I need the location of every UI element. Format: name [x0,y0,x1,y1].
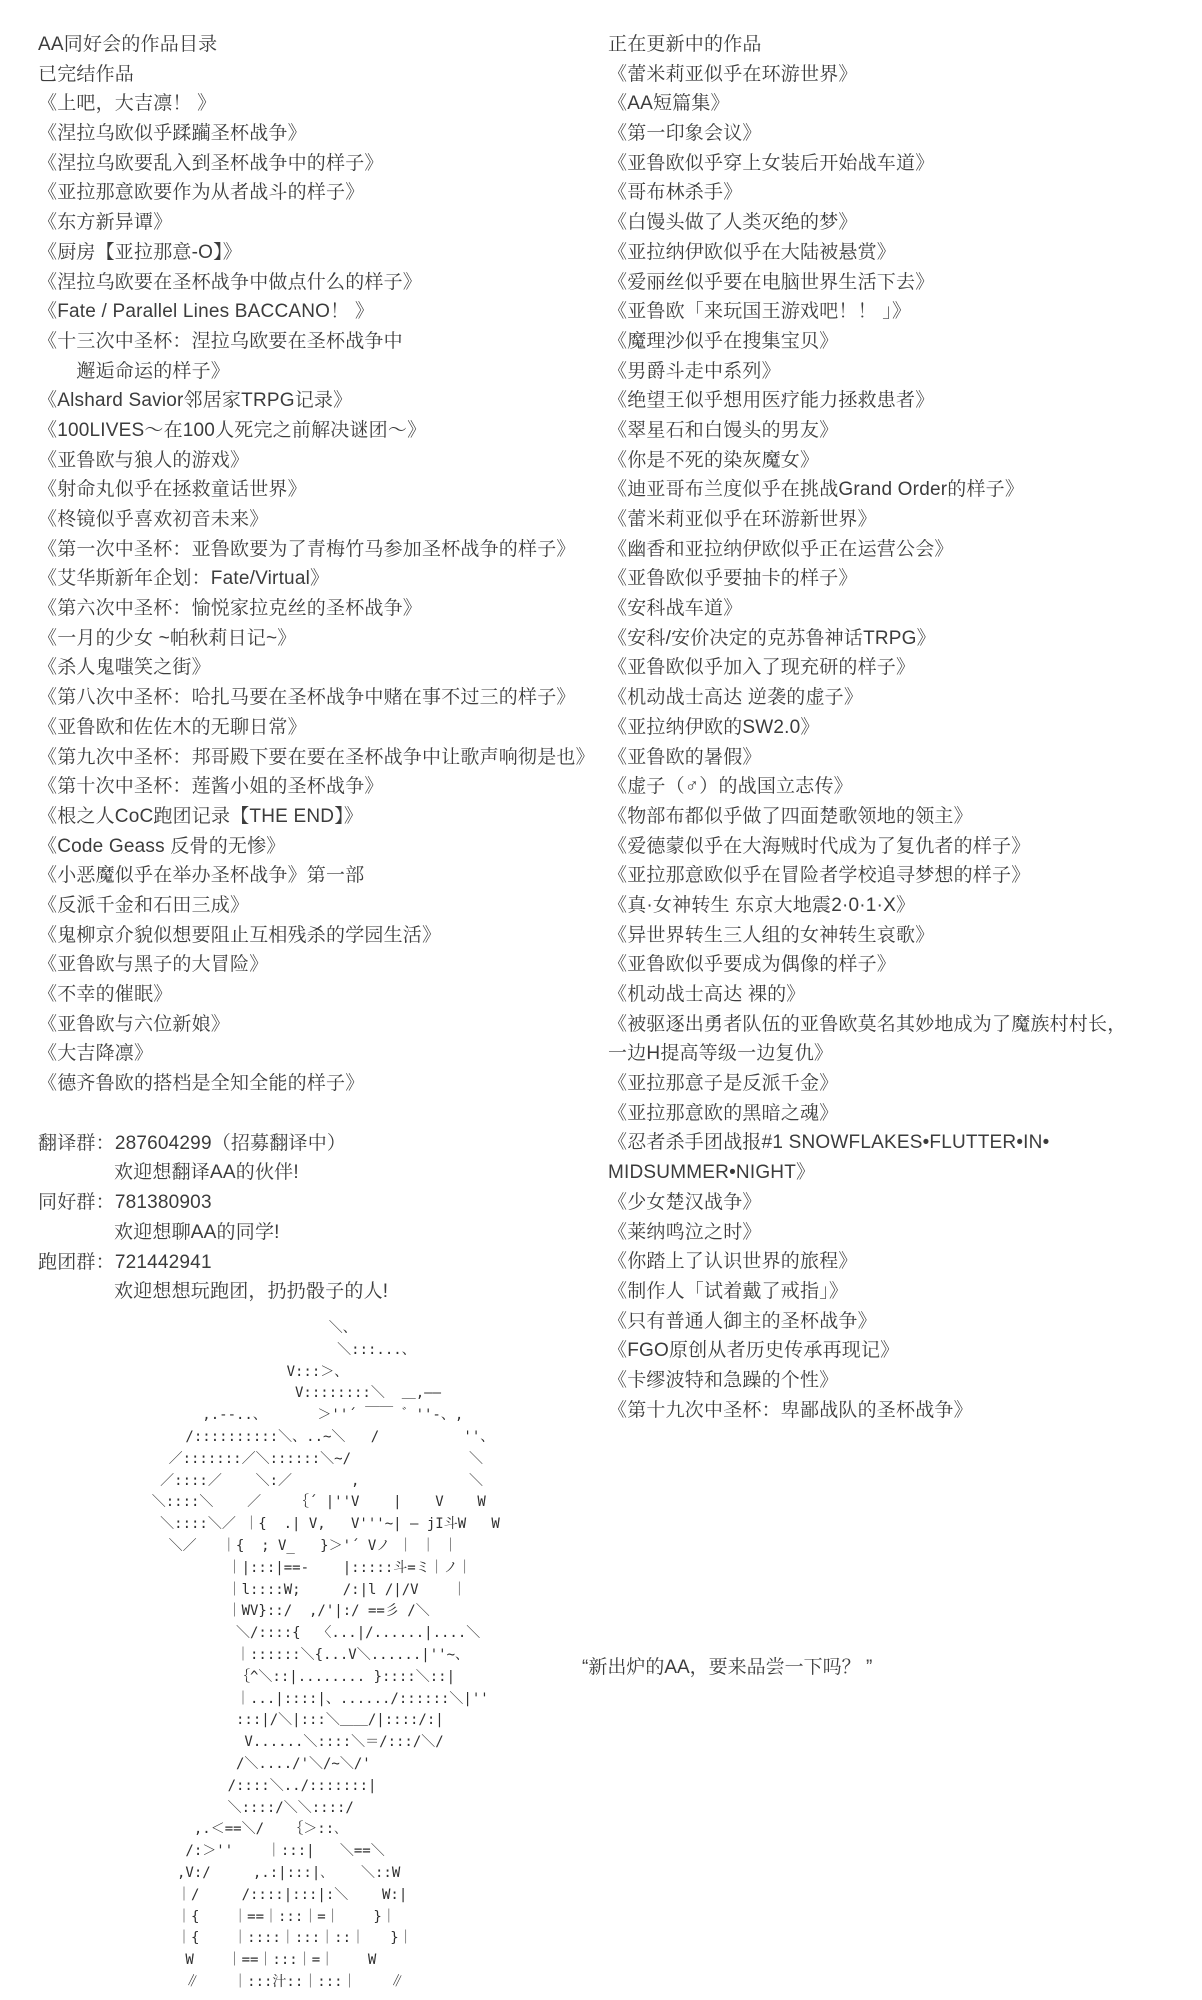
list-item: 《不幸的催眠》 [38,984,173,1005]
list-item: 《哥布林杀手》 [608,182,743,204]
list-item: 《杀人鬼嗤笑之街》 [38,657,211,679]
list-item: 《亚拉那意欧的黑暗之魂》 [608,1102,839,1124]
list-item: 《爱丽丝似乎要在电脑世界生活下去》 [608,271,935,293]
list-item: 《亚拉纳伊欧的SW2.0》 [608,716,820,738]
fanclub-group-note: 欢迎想聊AA的同学! [114,1221,280,1243]
list-item: 《安科/安价决定的克苏鲁神话TRPG》 [608,627,936,649]
list-item: ∥ ｜:::汁::｜:::｜ ∥ [118,1973,405,1990]
list-item: 《100LIVES～在100人死完之前解决谜团～》 [38,419,427,441]
list-item: W ｜==｜:::｜=｜ W [118,1952,377,1969]
translation-group-number: 287604299（招募翻译中） [114,1132,347,1154]
list-item: 《第十九次中圣杯：卑鄙战队的圣杯战争》 [608,1399,973,1421]
list-item: 《异世界转生三人组的女神转生哀歌》 [608,924,935,946]
completed-section-label: 已完结作品 [38,63,135,85]
list-item: 《第六次中圣杯：愉悦家拉克丝的圣杯战争》 [38,598,423,620]
list-item: 一边H提高等级一边复仇》 [608,1043,834,1065]
list-item: /::::＼../:::::::| [118,1777,377,1794]
list-item: 《忍者杀手团战报#1 SNOWFLAKES•FLUTTER•IN• [608,1132,1050,1154]
list-item: /＼..../'＼/~＼/' [118,1755,371,1772]
list-item: 《亚鲁欧似乎要成为偶像的样子》 [608,954,897,976]
list-item: 《卡缪波特和急躁的个性》 [608,1369,839,1391]
list-item: 《男爵斗走中系列》 [608,360,781,382]
list-item: 《Alshard Savior邻居家TRPG记录》 [38,390,353,412]
list-item: ｜{ ｜==｜:::｜=｜ }｜ [118,1908,396,1925]
list-item: 《第一印象会议》 [608,123,762,145]
translation-group-row [38,1129,595,1159]
list-item: 《小恶魔似乎在举办圣杯战争》第一部 [38,865,365,887]
list-item: 《你踏上了认识世界的旅程》 [608,1251,858,1273]
list-item: ＼:::...、 [118,1341,416,1358]
list-item: 《Code Geass 反骨的无惨》 [38,835,286,857]
list-item: /::::::::::＼、..~＼ / ''、 [118,1428,495,1445]
list-item: 《迪亚哥布兰度似乎在挑战Grand Order的样子》 [608,479,1025,501]
list-item: 《亚鲁欧与狼人的游戏》 [38,449,250,471]
trpg-group-row [38,1248,595,1278]
list-item: ｜/ /::::|:::|:＼ W:| [118,1886,408,1903]
list-item: /:＞'' ｜:::| ＼==＼ [118,1843,385,1860]
list-item: 《AA短篇集》 [608,93,730,115]
list-item: 《亚鲁欧「来玩国王游戏吧！！ 」》 [608,301,912,323]
list-item: ＼／ ｜{ ; V_ }＞'´ Vノ ｜ ｜ ｜ [118,1537,458,1554]
list-item: 《第一次中圣杯：亚鲁欧要为了青梅竹马参加圣杯战争的样子》 [38,538,576,560]
fanclub-group-number: 781380903 [114,1192,212,1214]
list-item: 《亚鲁欧似乎加入了现充研的样子》 [608,657,916,679]
list-item: 《物部布都似乎做了四面楚歌领地的领主》 [608,805,973,827]
list-item: ｜|:::|==- |:::::斗=ミ｜ノ｜ [118,1559,472,1576]
list-item: ｜...|::::|、....../::::::＼|'' [118,1690,489,1707]
updating-works-list [608,60,1126,1426]
list-item: 《幽香和亚拉纳伊欧似乎正在运营公会》 [608,538,954,560]
list-item: ＼/::::{ 〈...|/......|....＼ [118,1625,481,1642]
list-item: 《亚拉纳伊欧似乎在大陆被悬赏》 [608,241,897,263]
list-item: 《白馒头做了人类灭绝的梦》 [608,212,858,234]
updating-section-label: 正在更新中的作品 [608,34,762,55]
list-item: 《大吉降凛》 [38,1043,154,1065]
quote-text: “新出炉的AA，要来品尝一下吗？ ” [582,1657,873,1678]
list-item: 《你是不死的染灰魔女》 [608,449,820,471]
list-item: 《反派千金和石田三成》 [38,894,250,916]
trpg-group-label: 跑团群： [38,1251,115,1273]
list-item: ＼::::＼ ／ ｛´ |''V | V W [118,1494,486,1511]
list-item: V:::＞、 [118,1363,349,1380]
list-item: ,V:/ ,.:|:::|､ ＼::W [118,1864,401,1881]
list-item: 《第九次中圣杯：邦哥殿下要在要在圣杯战争中让歌声响彻是也》 [38,746,595,768]
list-item: 《第十次中圣杯：莲酱小姐的圣杯战争》 [38,776,384,798]
list-item: 《被驱逐出勇者队伍的亚鲁欧莫名其妙地成为了魔族村村长， [608,1013,1127,1035]
list-item: 《亚鲁欧和佐佐木的无聊日常》 [38,716,307,738]
list-item: 《绝望王似乎想用医疗能力拯救患者》 [608,390,935,412]
list-item: 《十三次中圣杯：涅拉乌欧要在圣杯战争中 [38,330,403,352]
list-item: 《涅拉乌欧要在圣杯战争中做点什么的样子》 [38,271,423,293]
column-spacer [38,1099,595,1129]
trpg-group-note: 欢迎想想玩跑团，扔扔骰子的人! [114,1281,389,1303]
list-item: 《第八次中圣杯：哈扎马要在圣杯战争中赌在事不过三的样子》 [38,687,576,709]
list-item: ＼::::/＼＼::::/ [118,1799,354,1816]
list-item: 《机动战士高达 裸的》 [608,984,806,1005]
list-item: 《上吧，大吉凛！ 》 [38,93,217,115]
list-item: V......＼::::＼＝/:::/＼/ [118,1734,444,1751]
list-item: 《蕾米莉亚似乎在环游新世界》 [608,509,877,530]
list-item: 《亚拉那意欧似乎在冒险者学校追寻梦想的样子》 [608,865,1031,887]
list-item: ｜{ ｜::::｜:::｜::｜ }｜ [118,1930,413,1947]
list-item: ｛^＼::|........ }::::＼::| [118,1668,456,1685]
list-item: ／::::／ ＼:／ , ＼ [118,1472,484,1489]
list-item: 《柊镜似乎喜欢初音未来》 [38,509,269,530]
list-item: 《德齐鲁欧的搭档是全知全能的样子》 [38,1073,365,1095]
list-item: ／:::::::／＼::::::＼~/ ＼ [118,1450,484,1467]
completed-works-column [38,30,595,1307]
list-item: 《机动战士高达 逆袭的虚子》 [608,687,864,709]
list-item: 《一月的少女 ~帕秋莉日记~》 [38,627,297,649]
list-item: ｜::::::＼{...V＼......|''~、 [118,1646,470,1663]
list-item: 《Fate / Parallel Lines BACCANO！ 》 [38,301,375,323]
group-contacts [38,1129,595,1307]
translation-group-note: 欢迎想翻译AA的伙伴! [114,1162,299,1184]
list-item: 《艾华斯新年企划：Fate/Virtual》 [38,568,330,590]
list-item: ,.--..、 ＞''´ ￣￣ ゛''-、, [118,1407,464,1424]
list-item: ｜l::::W; /:|l /|/V ｜ [118,1581,467,1598]
list-item: ＼、 [118,1320,357,1336]
list-item: 《莱纳鸣泣之时》 [608,1221,762,1243]
list-item: 《亚鲁欧似乎穿上女装后开始战车道》 [608,152,935,174]
list-item: 《魔理沙似乎在搜集宝贝》 [608,330,839,352]
list-item: ＼::::＼／ ｜{ .| V, V'''~| — jI斗W W [118,1516,500,1533]
list-item: 《少女楚汉战争》 [608,1191,762,1213]
ascii-art-figure [118,1318,500,1994]
list-item: 《亚鲁欧与黑子的大冒险》 [38,954,269,976]
updating-works-column [608,30,1126,1425]
list-item: 《真·女神转生 东京大地震2·0·1·X》 [608,894,916,916]
fanclub-group-row [38,1188,595,1218]
list-item: 《厨房【亚拉那意-O】》 [38,241,243,263]
list-item: 《制作人「试着戴了戒指」》 [608,1280,849,1302]
translation-group-label: 翻译群： [38,1132,115,1154]
list-item: 《亚鲁欧似乎要抽卡的样子》 [608,568,858,590]
list-item: 《亚拉那意子是反派千金》 [608,1073,839,1095]
list-item: 《涅拉乌欧要乱入到圣杯战争中的样子》 [38,152,384,174]
list-item: 《亚拉那意欧要作为从者战斗的样子》 [38,182,365,204]
completed-works-list [38,89,595,1098]
list-item: 《射命丸似乎在拯救童话世界》 [38,479,307,501]
list-item: 邂逅命运的样子》 [38,360,231,382]
list-item: 《只有普通人御主的圣杯战争》 [608,1310,877,1332]
list-item: 《涅拉乌欧似乎蹂躏圣杯战争》 [38,123,307,145]
list-item: 《翠星石和白馒头的男友》 [608,419,839,441]
list-item: 《安科战车道》 [608,598,743,620]
list-item: 《亚鲁欧与六位新娘》 [38,1013,231,1035]
list-item: 《爱德蒙似乎在大海贼时代成为了复仇者的样子》 [608,835,1031,857]
trpg-group-number: 721442941 [114,1251,212,1273]
list-item: ,.＜==＼/ ｛＞::､ [118,1821,342,1838]
list-item: MIDSUMMER•NIGHT》 [608,1162,816,1184]
list-item: 《根之人CoC跑团记录【THE END】》 [38,805,364,827]
catalog-title: AA同好会的作品目录 [38,34,218,55]
list-item: ｜WV}::/ ,/'|:/ ==彡 /＼ [118,1603,430,1620]
list-item: 《FGO原创从者历史传承再现记》 [608,1340,900,1362]
list-item: 《鬼柳京介貌似想要阻止互相残杀的学园生活》 [38,924,442,946]
list-item: :::|/＼|:::＼＿＿/|::::/:| [118,1712,444,1729]
fanclub-group-label: 同好群： [38,1192,115,1214]
list-item: 《蕾米莉亚似乎在环游世界》 [608,63,858,85]
list-item: V::::::::＼ ＿,—— [118,1385,442,1402]
list-item: 《亚鲁欧的暑假》 [608,746,762,768]
list-item: 《虚子（♂）的战国立志传》 [608,776,853,798]
list-item: 《东方新异谭》 [38,212,173,234]
